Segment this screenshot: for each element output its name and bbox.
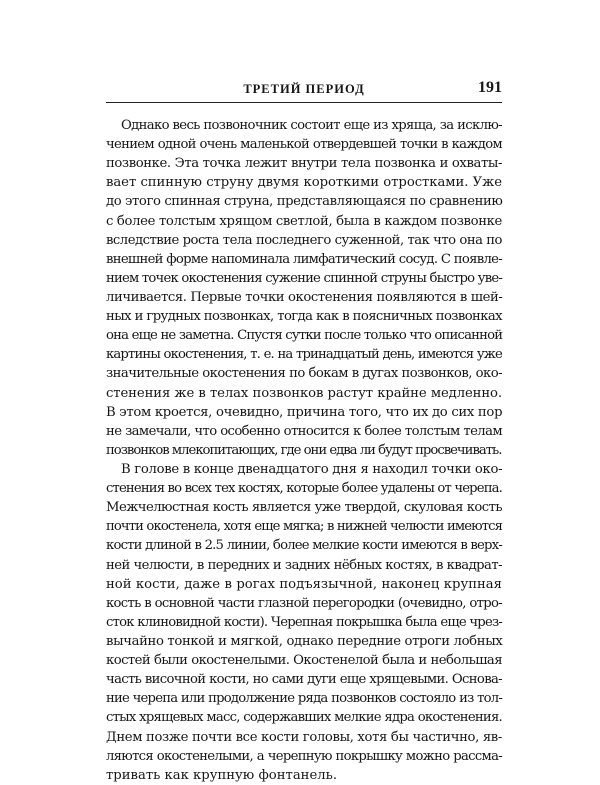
text-line: личивается. Первые точки окостенения появляются в шей- <box>106 289 503 305</box>
text-line: стенения же в телах позвонков растут крайне медленно. <box>106 385 502 401</box>
text-line: ние черепа или продолжение ряда позвонков состояло из тол- <box>106 691 502 707</box>
text-line: с более толстым хрящом светлой, была в каждом позвонке <box>106 213 502 229</box>
text-line: чением одной очень маленькой отвердевшей точки в каждом <box>106 137 502 153</box>
text-line: до этого спинная струна, представляющаяся по сравнению <box>106 194 503 210</box>
text-line: В голове в конце двенадцатого дня я находил точки око- <box>121 461 503 477</box>
paragraph-1 <box>106 116 502 460</box>
text-line: нием точек окостенения сужение спинной струны быстро уве- <box>106 270 502 286</box>
text-line: она еще не заметна. Спустя сутки после только что описанной <box>106 328 503 344</box>
text-line: костей были окостенелыми. Окостенелой была и небольшая <box>106 653 502 669</box>
text-line: позвонке. Эта точка лежит внутри тела позвонка и охваты- <box>106 156 502 172</box>
text-line: стенения во всех тех костях, которые более удалены от черепа. <box>106 481 502 497</box>
running-title: ТРЕТИЙ ПЕРИОД <box>243 82 365 96</box>
text-line: вает спинную струну двумя короткими отростками. Уже <box>106 175 502 191</box>
header-rule <box>106 102 502 103</box>
text-line: вычайно тонкой и мягкой, однако передние отроги лобных <box>106 633 503 649</box>
body-text <box>106 116 502 785</box>
text-line: ной кости, даже в рогах подъязычной, наконец крупная <box>106 576 502 592</box>
text-line: сток клиновидной кости). Черепная покрышка была еще чрез- <box>106 614 502 630</box>
text-line: внешней форме напоминала лимфатический сосуд. С появле- <box>106 251 502 267</box>
text-line: кость в основной части глазной перегородки (очевидно, отро- <box>106 595 502 611</box>
text-line: значительные окостенения по бокам в дугах позвонков, око- <box>106 366 502 382</box>
text-line: ляются окостенелыми, а черепную покрышку можно рассма- <box>106 748 502 764</box>
text-line: Однако весь позвоночник состоит еще из хряща, за исклю- <box>121 118 502 133</box>
text-line: ней челюсти, в передних и задних нёбных костях, в квадрат- <box>106 557 502 573</box>
text-line: тривать как крупную фонтанель. <box>106 767 338 783</box>
text-line: кости длиной в 2.5 линии, более мелкие кости имеются в верх- <box>106 538 502 554</box>
text-line: почти окостенела, хотя еще мягка; в нижней челюсти имеются <box>106 519 502 535</box>
text-line: позвонков млекопитающих, где они едва ли будут просвечивать. <box>106 442 502 458</box>
paragraph-2 <box>106 460 502 785</box>
text-line: часть височной кости, но сами дуги еще хрящевыми. Основа- <box>106 672 502 688</box>
text-line: вследствие роста тела последнего суженной, так что она по <box>106 232 502 248</box>
page-header <box>106 79 502 100</box>
text-line: картины окостенения, т. е. на тринадцатый день, имеются уже <box>106 347 502 363</box>
page-number: 191 <box>478 79 502 96</box>
text-line: Межчелюстная кость является уже твердой, скуловая кость <box>106 500 502 516</box>
text-line: не замечали, что особенно относится к более толстым телам <box>106 423 502 439</box>
text-line: стых хрящевых масс, содержавших мелкие ядра окостенения. <box>106 710 502 726</box>
text-line: Днем позже почти все кости головы, хотя бы частично, яв- <box>106 729 502 745</box>
text-line: ных и грудных позвонках, тогда как в поясничных позвонках <box>106 309 502 325</box>
text-line: В этом кроется, очевидно, причина того, что их до сих пор <box>106 404 503 420</box>
